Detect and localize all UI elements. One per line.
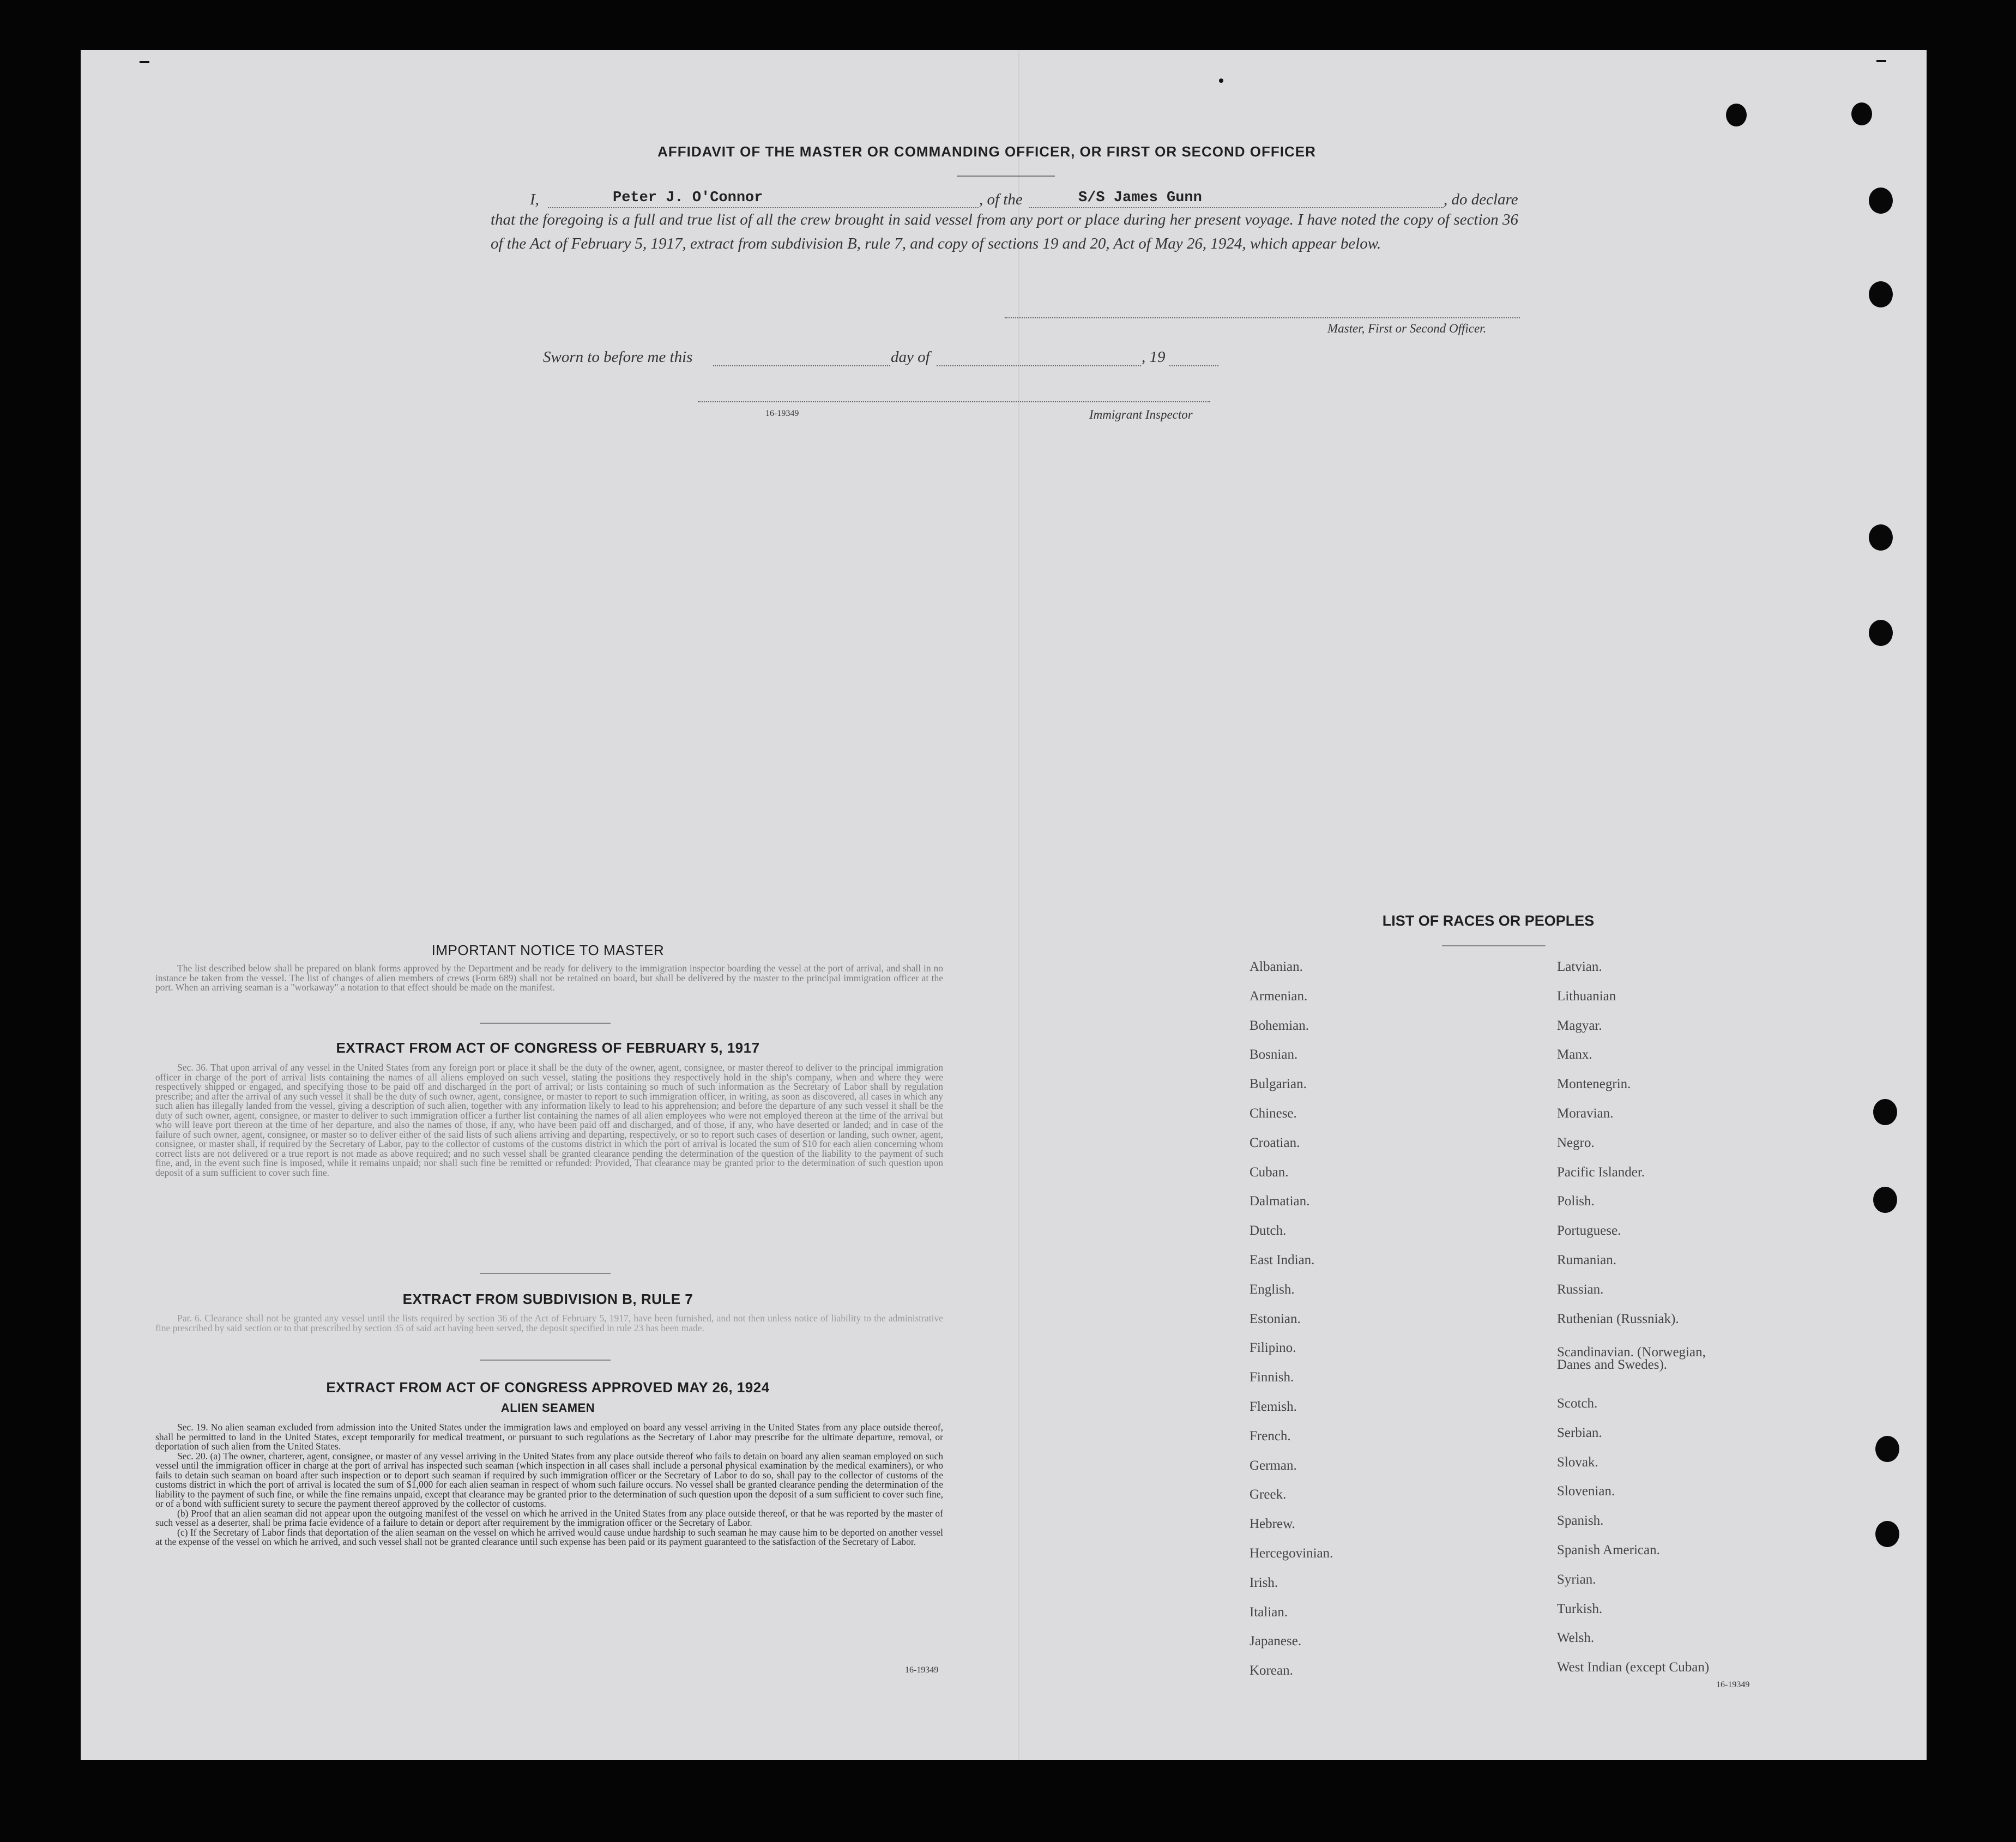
extract-1917-divider [480,1273,611,1274]
race-item: Bulgarian. [1250,1077,1307,1092]
sec36-paragraph: Sec. 36. That upon arrival of any vessel in the United States from any foreign port or place it shall be the duty of the owner, agent, consignee, or master thereof to deliver to the principal immigration officer in charge of the port of arrival lists containing the names of all aliens employed on such vessel, stating the positions they respectively hold in the ship's company, when and where they were respectively shipped or engaged, and specifying those to be paid off and discharged in the port of arrival; or lists containing so much of such information as the Secretary of Labor shall by regulation prescribe; and after the arrival of any such vessel it shall be the duty of such owner, agent, consignee, or master to report to such immigration officer, in writing, as soon as discovered, all cases in which any such alien has illegally landed from the vessel, giving a description of such alien, together with any information likely to lead to his apprehension; and before the departure of any such vessel it shall be the duty of such owner, agent, consignee, or master to deliver to such immigration officer a further list containing the names of all alien employees who were not employed thereon at the time of the arrival but who will leave port thereon at the time of her departure, and also the names of those, if any, who have been paid off and discharged, and of those, if any, who have deserted or landed; and in case of the failure of such owner, agent, consignee, or master so to deliver either of the said lists of such aliens arriving and departing, respectively, or so to report such cases of desertion or landing, such owner, agent, consignee, or master shall, if required by the Secretary of Labor, pay to the collector of customs of the customs district in which the port of arrival is located the sum of $10 for each alien concerning whom correct lists are not delivered or a true report is not made as above required; and no such vessel shall be granted clearance pending the determination of the question of the liability to the payment of such fine, and, in the event such fine is imposed, while it remains unpaid; nor shall such fine be remitted or refunded: Provided, That clearance may be granted prior to the determination of such question upon deposit of a sum sufficient to cover such fine. [155,1062,943,1178]
signature-caption: Master, First or Second Officer. [1327,322,1487,335]
master-name: Peter J. O'Connor [613,190,763,206]
race-item: German. [1250,1458,1297,1473]
affidavit-title: AFFIDAVIT OF THE MASTER OR COMMANDING OFFICER, OR FIRST OR SECOND OFFICER [657,143,1316,160]
sec20c-paragraph: (c) If the Secretary of Labor finds that deportation of the alien seaman on the vessel on which he arrived would cause undue hardship to such seaman he may cause him to be deported on another vessel at the expense of the vessel on which he arrived, and such vessel shall not be granted clearance until such expense has been paid or its payment guaranteed to the satisfaction of the Secretary of Labor. [155,1526,943,1547]
extract-1917-text [155,1063,943,1177]
race-item: Manx. [1557,1047,1592,1062]
alien-seamen-subtitle: ALIEN SEAMEN [500,1401,595,1415]
race-item: Polish. [1557,1194,1595,1209]
race-item: Syrian. [1557,1572,1596,1587]
race-item: Bosnian. [1250,1047,1298,1062]
race-item: Rumanian. [1557,1253,1617,1267]
edge-mark [1876,60,1886,62]
do-declare-label: , do declare [1444,191,1518,208]
edge-mark [1219,78,1223,83]
binder-hole [1875,1436,1899,1462]
day-of-label: day of [891,348,930,366]
race-item: Korean. [1250,1663,1293,1678]
race-item: Turkish. [1557,1601,1603,1616]
race-item: Serbian. [1557,1425,1602,1440]
race-item: Estonian. [1250,1311,1301,1326]
binder-hole [1869,281,1893,307]
notice-title: IMPORTANT NOTICE TO MASTER [431,942,665,958]
race-item: Pacific Islander. [1557,1164,1645,1180]
race-item: Cuban. [1250,1164,1289,1180]
races-title: LIST OF RACES OR PEOPLES [1382,913,1595,929]
inspector-caption: Immigrant Inspector [1089,408,1193,421]
race-item: Slovak. [1557,1454,1598,1470]
declaration-text: that the foregoing is a full and true list of all the crew brought in said vessel from any port or place during her present voyage. I have noted the copy of section 36 of the Act of February 5, 1917, extract from subdivision B, rule 7, and copy of sections 19 and 20, Act of May 26, 1924, which appear below. [491,211,1518,252]
race-item: Moravian. [1557,1106,1614,1121]
binder-hole [1851,102,1872,125]
sworn-prefix: Sworn to before me this [543,348,693,366]
notice-paragraph: The list described below shall be prepared on blank forms approved by the Department and be ready for delivery to the immigration inspector boarding the vessel at the port of arrival, and shall in no instance be taken from the vessel. The list of changes of alien members of crews (Form 689) shall not be retained on board, but shall be delivered by the master to the principal immigration officer at the port. When an arriving seaman is a "workaway" a notation to that effect should be made on the manifest. [155,963,943,993]
sec20b-paragraph: (b) Proof that an alien seaman did not appear upon the outgoing manifest of the vessel on which he arrived in the United States from any place outside thereof, or that he was reported by the master of such vessel as a deserter, shall be prima facie evidence of a failure to detain or deport after requirement by the immigration officer or the Secretary of Labor. [155,1507,943,1528]
race-item: East Indian. [1250,1253,1315,1267]
race-item: Finnish. [1250,1370,1294,1385]
races-form-number: 16-19349 [1716,1680,1750,1689]
rule7-paragraph: Par. 6. Clearance shall not be granted any vessel until the lists required by section 36 of the Act of February 5, 1917, have been furnished, and not then unless notice of liability to the administrative fine prescribed by said section or to that prescribed by section 35 of said act having been served, the deposit specified in rule 23 has been made. [155,1313,943,1333]
sec20a-paragraph: Sec. 20. (a) The owner, charterer, agent, consignee, or master of any vessel arriving in the United States from any place outside thereof who fails to detain on board any alien seaman employed on such vessel until the immigration officer in charge at the port of arrival has inspected such seaman (which inspection in all cases shall include a personal physical examination by the medical examiners), or who fails to detain such seaman on board after such inspection or to deport such seaman if required by such immigration officer or the Secretary of Labor to do so, shall pay to the collector of customs of the customs district in which the port of arrival is located the sum of $1,000 for each alien seaman in respect of whom such failure occurs. No vessel shall be granted clearance pending the determination of the liability to the payment of such fine, or while the fine remains unpaid, except that clearance may be granted prior to the determination of such question upon the deposit of a sum sufficient to cover such fine, or of a bond with sufficient surety to secure the payment thereof approved by the collector of customs. [155,1450,943,1509]
race-item: Russian. [1557,1282,1604,1297]
race-item: Portuguese. [1557,1223,1621,1239]
rule7-text [155,1314,943,1333]
race-item: French. [1250,1428,1291,1444]
race-item: Irish. [1250,1575,1278,1590]
race-item: English. [1250,1282,1295,1297]
race-item: Scandinavian. (Norwegian, [1557,1345,1706,1360]
race-item: Lithuanian [1557,988,1616,1004]
signature-line[interactable] [1005,303,1520,318]
race-item: Latvian. [1557,959,1602,974]
race-item: Italian. [1250,1604,1288,1620]
race-item: Hebrew. [1250,1517,1295,1532]
race-item: Chinese. [1250,1106,1297,1121]
edge-mark [140,61,149,63]
of-the-label: , of the [979,191,1023,208]
binder-hole [1873,1187,1897,1213]
binder-hole [1875,1521,1899,1547]
race-item: Spanish. [1557,1513,1604,1529]
race-item: Japanese. [1250,1634,1302,1649]
vessel-name: S/S James Gunn [1078,190,1202,206]
race-item: West Indian (except Cuban) [1557,1660,1710,1675]
sworn-month-field[interactable] [937,349,1141,366]
extract-1924-title: EXTRACT FROM ACT OF CONGRESS APPROVED MAY 26, 1924 [326,1379,770,1396]
notice-text [155,964,943,993]
race-item: Hercegovinian. [1250,1546,1333,1561]
race-item: Albanian. [1250,959,1303,974]
race-item: Bohemian. [1250,1018,1309,1033]
race-item: Negro. [1557,1135,1595,1150]
race-item: Spanish American. [1557,1543,1660,1557]
race-item: Ruthenian (Russniak). [1557,1311,1679,1326]
binder-hole [1869,620,1893,646]
extract-1917-title: EXTRACT FROM ACT OF CONGRESS OF FEBRUARY 5, 1917 [336,1040,760,1056]
sworn-day-field[interactable] [713,349,890,366]
rule7-divider [480,1360,611,1361]
i-label: I, [530,191,539,208]
title-divider [957,176,1055,177]
race-item: Scotch. [1557,1396,1598,1411]
race-item: Welsh. [1557,1630,1595,1646]
extract-1924-text [155,1423,943,1547]
inspector-signature-line[interactable] [698,388,1210,402]
race-item: Danes and Swedes). [1557,1357,1668,1372]
race-item: Croatian. [1250,1135,1300,1150]
notice-divider [480,1023,611,1024]
race-item: Greek. [1250,1487,1287,1502]
race-item: Montenegrin. [1557,1077,1631,1092]
race-item: Armenian. [1250,988,1308,1004]
rule7-title: EXTRACT FROM SUBDIVISION B, RULE 7 [402,1291,693,1307]
race-item: Dalmatian. [1250,1194,1310,1209]
race-item: Slovenian. [1557,1484,1615,1499]
race-item: Flemish. [1250,1399,1297,1414]
sworn-year-field[interactable] [1169,349,1218,366]
affidavit-form-number: 16-19349 [765,409,799,418]
races-divider [1442,945,1546,946]
race-item: Magyar. [1557,1018,1602,1033]
race-item: Filipino. [1250,1340,1296,1356]
binder-hole [1873,1099,1897,1125]
binder-hole [1869,524,1893,551]
left-form-number: 16-19349 [905,1665,939,1675]
binder-hole [1869,188,1893,214]
binder-hole [1726,104,1747,126]
year-prefix: , 19 [1142,348,1166,366]
race-item: Dutch. [1250,1223,1287,1239]
sec19-paragraph: Sec. 19. No alien seaman excluded from admission into the United States under the immigration laws and employed on board any vessel arriving in the United States from any place outside thereof, shall be permitted to land in the United States, except temporarily for medical treatment, or pursuant to such regulations as the Secretary of Labor may prescribe for the ultimate departure, removal, or deportation of such alien from the United States. [155,1422,943,1452]
